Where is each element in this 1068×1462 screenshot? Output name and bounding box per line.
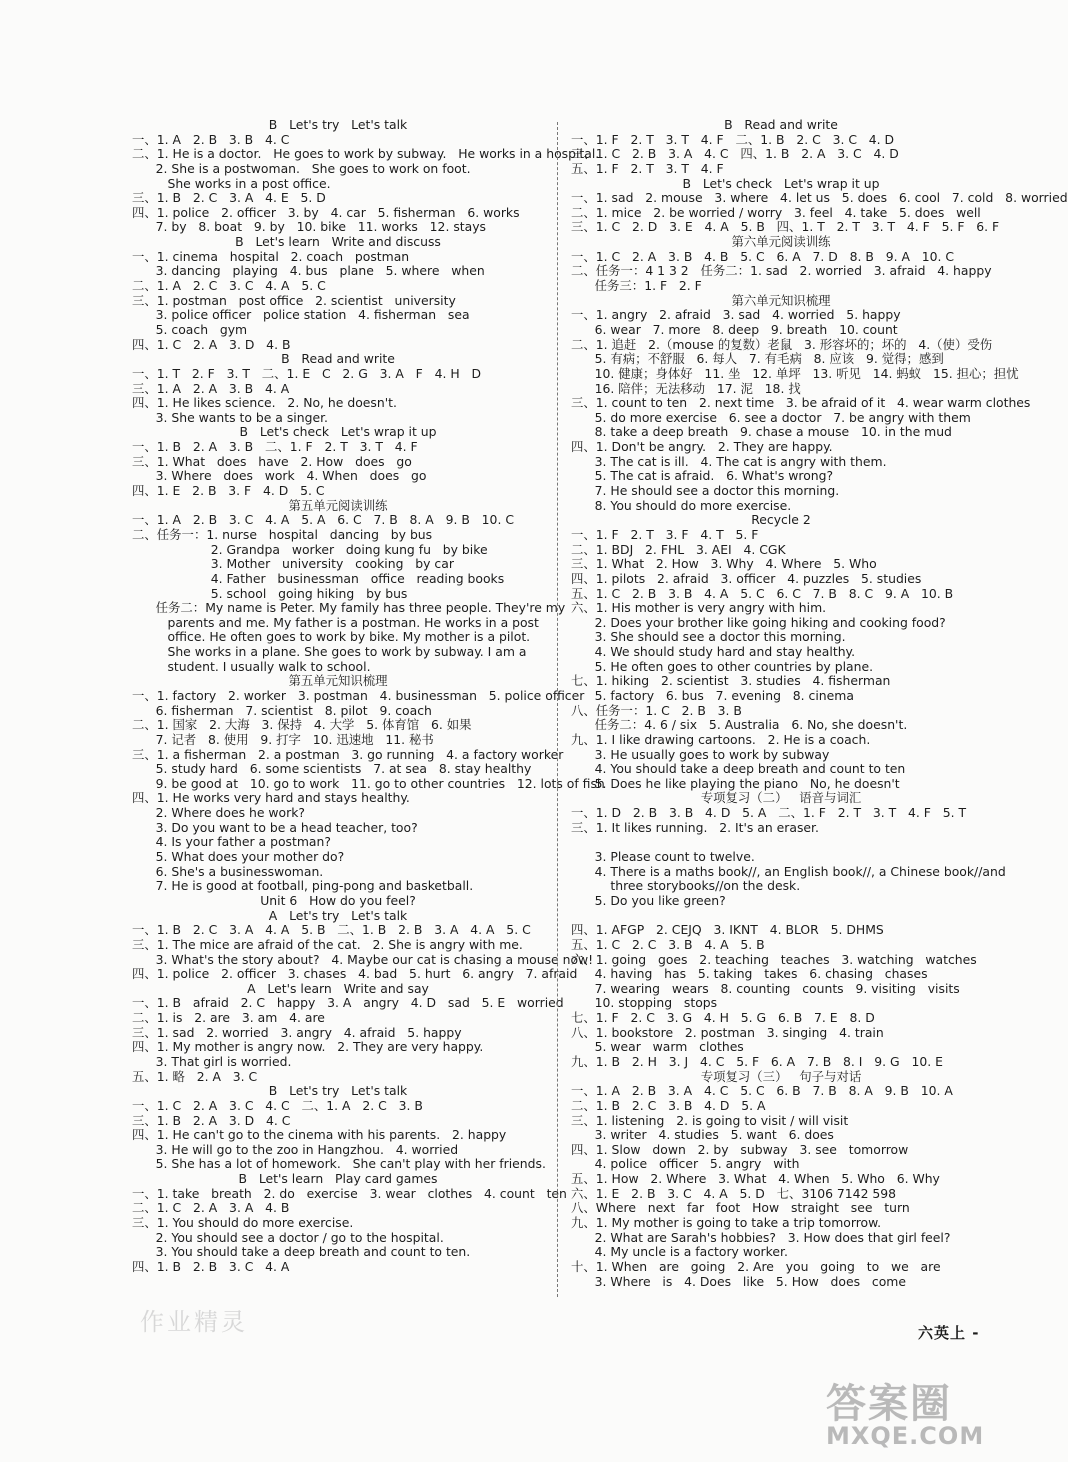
answer-line: 2. You should see a doctor / go to the hospital. — [132, 1229, 444, 1245]
answer-line: parents and me. My father is a postman. He works in a post — [132, 614, 539, 630]
answer-line: 八、任务一：1. C 2. B 3. B — [571, 702, 742, 718]
answer-line: 五、1. How 2. Where 3. What 4. When 5. Who 6. Why — [571, 1171, 940, 1187]
answer-line: 二、任务一：1. nurse hospital dancing by bus — [132, 526, 433, 542]
answer-line: 3. dancing playing 4. bus plane 5. where when — [132, 263, 485, 279]
section-heading: 专项复习（二） 语音与词汇 — [700, 790, 862, 806]
answer-line: 2. Does your brother like going hiking and cooking food? — [571, 614, 946, 630]
answer-line: 7. wearing wears 8. counting counts 9. visiting visits — [571, 980, 960, 996]
answer-line: 3. writer 4. studies 5. want 6. does — [571, 1127, 834, 1143]
answer-line: 5. 有病；不舒服 6. 每人 7. 有毛病 8. 应该 9. 觉得；感到 — [571, 351, 944, 367]
answer-line: 四、1. C 2. A 3. D 4. B — [132, 336, 291, 352]
answer-line: 3. He will go to the zoo in Hangzhou. 4. worried — [132, 1141, 459, 1157]
answer-line: 四、1. pilots 2. afraid 3. officer 4. puzzles 5. studies — [571, 570, 922, 586]
answer-line: 一、1. F 2. T 3. T 4. F 二、1. B 2. C 3. C 4. D — [571, 131, 895, 147]
answer-line: 3. You should take a deep breath and count to ten. — [132, 1244, 471, 1260]
answer-line: 8. You should do more exercise. — [571, 497, 792, 513]
answer-line: 5. school going hiking by bus — [132, 585, 408, 601]
answer-line: 一、1. cinema hospital 2. coach postman — [132, 248, 410, 264]
answer-line: 三、1. postman post office 2. scientist university — [132, 292, 456, 308]
answer-line: 4. having has 5. taking takes 6. chasing chases — [571, 966, 928, 982]
answer-line: 5. factory 6. bus 7. evening 8. cinema — [571, 687, 854, 703]
answer-line: 九、1. B 2. H 3. J 4. C 5. F 6. A 7. B 8. I 9. G 10. E — [571, 1054, 943, 1069]
answer-line: 5. Do you like green? — [571, 892, 726, 908]
answer-line: 六、1. E 2. B 3. C 4. A 5. D 七、3106 7142 598 — [571, 1185, 897, 1201]
section-heading: B Read and write — [281, 351, 395, 367]
answer-line: 一、1. A 2. B 3. B 4. C — [132, 131, 290, 147]
answer-line — [571, 909, 991, 924]
answer-line: 九、1. My mother is going to take a trip tomorrow. — [571, 1215, 882, 1231]
answer-line: 4. police officer 5. angry with — [571, 1156, 800, 1172]
answer-line: 一、1. B 2. C 3. A 4. A 5. B 二、1. B 2. B 3. A 4. A 5. C — [132, 922, 531, 938]
answer-line: 5. wear warm clothes — [571, 1039, 744, 1055]
answer-line: 一、1. B afraid 2. C happy 3. A angry 4. D sad 5. E worried — [132, 995, 564, 1011]
answer-line: 3. Where does work 4. When does go — [132, 468, 427, 484]
answer-line: 三、1. You should do more exercise. — [132, 1215, 354, 1231]
answer-line: 8. take a deep breath 9. chase a mouse 10. in the mud — [571, 424, 952, 440]
answer-line: 三、1. listening 2. is going to visit / will visit — [571, 1112, 849, 1128]
section-heading: B Read and write — [724, 117, 838, 132]
answer-line: 二、1. is 2. are 3. am 4. are — [132, 1010, 325, 1026]
answer-line: 6. She's a businesswoman. — [132, 863, 324, 879]
answer-line: 三、1. sad 2. worried 3. angry 4. afraid 5. happy — [132, 1024, 462, 1040]
answer-line: 一、1. factory 2. worker 3. postman 4. businessman 5. police officer — [132, 687, 585, 703]
section-heading: B Let's try Let's talk — [268, 117, 408, 132]
answer-line: 三、1. C 2. D 3. E 4. A 5. B 四、1. T 2. T 3. T 4. F 5. F 6. F — [571, 219, 1000, 235]
answer-line: 二、1. A 2. C 3. C 4. A 5. C — [132, 278, 326, 294]
answer-line: 二、1. mice 2. be worried / worry 3. feel 4. take 5. does well — [571, 204, 981, 220]
answer-line: 2. Grandpa worker doing kung fu by bike — [132, 541, 488, 557]
answer-line: 5. He often goes to other countries by plane. — [571, 658, 874, 674]
section-heading: B Let's check Let's wrap it up — [239, 424, 437, 440]
answer-line: 3. police officer police station 4. fisherman sea — [132, 307, 470, 323]
answer-line: 三、1. C 2. B 3. A 4. C 四、1. B 2. A 3. C 4. D — [571, 146, 899, 162]
answer-line: 6. fisherman 7. scientist 8. pilot 9. coach — [132, 702, 432, 718]
answer-line: 3. Mother university cooking by car — [132, 556, 454, 572]
answer-line: 4. Father businessman office reading books — [132, 570, 505, 586]
watermark-site: MXQE.COM — [826, 1422, 985, 1450]
answer-line: 7. by 8. boat 9. by 10. bike 11. works 12. stays — [132, 219, 487, 235]
section-heading: 专项复习（三） 句子与对话 — [700, 1068, 862, 1084]
answer-line: 一、1. C 2. A 3. C 4. C 二、1. A 2. C 3. B — [132, 1097, 423, 1113]
answer-line: 4. My uncle is a factory worker. — [571, 1244, 788, 1260]
answer-line: 五、1. 略 2. A 3. C — [132, 1068, 258, 1084]
answer-line: 4. You should take a deep breath and count to ten — [571, 761, 906, 777]
answer-line: 三、1. count to ten 2. next time 3. be afraid of it 4. wear warm clothes — [571, 395, 1031, 411]
answer-line: 5. The cat is afraid. 6. What's wrong? — [571, 468, 834, 484]
answer-line: 10. 健康；身体好 11. 坐 12. 单坪 13. 听见 14. 蚂蚁 15. 担心；担忧 — [571, 365, 1019, 381]
answer-line: 3. What's the story about? 4. Maybe our cat is chasing a mouse now! — [132, 951, 594, 967]
answer-line: 一、1. A 2. B 3. C 4. A 5. A 6. C 7. B 8. A 9. B 10. C — [132, 512, 514, 528]
answer-line: 一、1. angry 2. afraid 3. sad 4. worried 5. happy — [571, 307, 901, 323]
answer-line: 二、任务一：4 1 3 2 任务二：1. sad 2. worried 3. afraid 4. happy — [571, 263, 992, 279]
answer-line: 二、1. C 2. A 3. A 4. B — [132, 1200, 290, 1216]
answer-line: three storybooks//on the desk. — [571, 878, 801, 894]
answer-line: 7. He is good at football, ping-pong and basketball. — [132, 878, 474, 894]
answer-line: 一、1. T 2. F 3. T 二、1. E C 2. G 3. A F 4. H D — [132, 365, 482, 381]
answer-line: 5. do more exercise 6. see a doctor 7. be angry with them — [571, 409, 971, 425]
section-heading: Unit 6 How do you feel? — [260, 892, 416, 908]
answer-line: 三、1. What does have 2. How does go — [132, 453, 412, 469]
answer-line: 二、1. 追赶 2.（mouse 的复数）老鼠 3. 形容坏的；坏的 4.（使）受伤 — [571, 336, 993, 352]
answer-line: 7. He should see a doctor this morning. — [571, 483, 840, 499]
answer-line: 二、1. 国家 2. 大海 3. 保持 4. 大学 5. 体育馆 6. 如果 — [132, 717, 472, 733]
answer-line: 二、1. BDJ 2. FHL 3. AEI 4. CGK — [571, 541, 786, 557]
answer-line: 五、1. C 2. B 3. B 4. A 5. C 6. C 7. B 8. C 9. A 10. B — [571, 585, 954, 601]
answer-line: 3. The cat is ill. 4. The cat is angry with them. — [571, 453, 887, 469]
answer-line: 一、1. C 2. A 3. B 4. B 5. C 6. A 7. D 8. B 9. A 10. C — [571, 248, 955, 264]
answer-line: 十、1. When are going 2. Are you going to we are — [571, 1258, 941, 1274]
answer-line: 4. We should study hard and stay healthy. — [571, 644, 856, 660]
answer-line: 四、1. AFGP 2. CEJQ 3. IKNT 4. BLOR 5. DHMS — [571, 922, 884, 938]
answer-line: 3. He usually goes to work by subway — [571, 746, 830, 762]
answer-line: 四、1. He can't go to the cinema with his parents. 2. happy — [132, 1127, 507, 1143]
section-heading: Recycle 2 — [751, 512, 811, 528]
answer-line: 5. study hard 6. some scientists 7. at sea 8. stay healthy — [132, 761, 532, 777]
answer-line: 3. Do you want to be a head teacher, too? — [132, 819, 418, 835]
answer-line: 四、1. police 2. officer 3. by 4. car 5. fisherman 6. works — [132, 204, 520, 220]
answer-line: She works in a plane. She goes to work by subway. I am a — [132, 644, 527, 660]
answer-line: She works in a post office. — [132, 175, 331, 191]
answer-line: 一、1. F 2. T 3. F 4. T 5. F — [571, 526, 759, 542]
watermark-logo: 答案圈 — [826, 1381, 952, 1427]
answer-line: 四、1. police 2. officer 3. chases 4. bad 5. hurt 6. angry 7. afraid — [132, 966, 578, 982]
answer-line: 2. What are Sarah's hobbies? 3. How does that girl feel? — [571, 1229, 951, 1245]
section-heading: 第六单元知识梳理 — [731, 292, 831, 308]
answer-line: 五、1. C 2. C 3. B 4. A 5. B — [571, 936, 765, 952]
answer-line: 八、1. bookstore 2. postman 3. singing 4. train — [571, 1024, 884, 1040]
answer-line: 七、1. hiking 2. scientist 3. studies 4. fisherman — [571, 673, 891, 689]
answer-line: 五、1. F 2. T 3. T 4. F — [571, 160, 724, 176]
answer-line: 5. She has a lot of homework. She can't play with her friends. — [132, 1156, 546, 1172]
answer-line: 七、1. F 2. C 3. G 4. H 5. G 6. B 7. E 8. D — [571, 1010, 875, 1026]
answer-line: 二、1. He is a doctor. He goes to work by subway. He works in a hospital. — [132, 146, 600, 162]
answer-line: office. He often goes to work by bike. My mother is a pilot. — [132, 629, 531, 645]
answer-line: 4. Is your father a postman? — [132, 834, 331, 850]
answer-line: 一、1. D 2. B 3. B 4. D 5. A 二、1. F 2. T 3. T 4. F 5. T — [571, 805, 967, 821]
page-footer-label: 六英上 - — [918, 1324, 980, 1342]
answer-line: 7. 记者 8. 使用 9. 打字 10. 迅速地 11. 秘书 — [132, 731, 434, 747]
answer-line: 四、1. He works very hard and stays healthy. — [132, 790, 410, 806]
answer-line: 4. There is a maths book//, an English book//, a Chinese book//and — [571, 863, 1006, 879]
answer-line: 9. be good at 10. go to work 11. go to other countries 12. lots of fish — [132, 775, 605, 791]
answer-line: 3. Where is 4. Does like 5. How does come — [571, 1273, 906, 1289]
answer-line: 任务三：1. F 2. F — [571, 278, 702, 294]
answer-line: 六、1. going goes 2. teaching teaches 3. watching watches — [571, 951, 977, 967]
section-heading: B Let's check Let's wrap it up — [682, 175, 880, 191]
answer-line: 6. wear 7. more 8. deep 9. breath 10. count — [571, 321, 898, 337]
answer-line: 四、1. Don't be angry. 2. They are happy. — [571, 439, 833, 455]
answer-line: 三、1. B 2. A 3. D 4. C — [132, 1112, 291, 1128]
answer-line: 一、1. take breath 2. do exercise 3. wear clothes 4. count ten — [132, 1185, 567, 1201]
answer-line: 2. Where does he work? — [132, 805, 305, 821]
answer-line: 四、1. My mother is angry now. 2. They are very happy. — [132, 1039, 484, 1055]
column-divider — [557, 122, 558, 1297]
answer-line: 二、1. B 2. C 3. B 4. D 5. A — [571, 1097, 766, 1113]
watermark-text: 作业精灵 — [140, 1308, 248, 1336]
section-heading: B Let's learn Write and discuss — [235, 234, 441, 250]
answer-line: 三、1. A 2. A 3. B 4. A — [132, 380, 290, 396]
section-heading: B Let's learn Play card games — [238, 1171, 438, 1187]
left-column — [132, 117, 605, 1275]
answer-line: 3. She should see a doctor this morning. — [571, 629, 846, 645]
answer-line: 一、1. sad 2. mouse 3. where 4. let us 5. does 6. cool 7. cold 8. worried — [571, 190, 1068, 206]
answer-line: 2. She is a postwoman. She goes to work on foot. — [132, 160, 471, 176]
answer-line: 5. What does your mother do? — [132, 849, 345, 865]
section-heading: B Let's try Let's talk — [268, 1083, 408, 1099]
section-heading: A Let's try Let's talk — [268, 907, 408, 923]
answer-line: 三、1. The mice are afraid of the cat. 2. She is angry with me. — [132, 936, 523, 952]
answer-line: 一、1. B 2. A 3. B 二、1. F 2. T 3. T 4. F — [132, 439, 418, 455]
answer-line: 10. stopping stops — [571, 995, 718, 1011]
answer-line: 六、1. His mother is very angry with him. — [571, 600, 827, 616]
answer-line: 任务二：My name is Peter. My family has three people. They're my — [132, 600, 566, 616]
answer-line: 3. She wants to be a singer. — [132, 409, 328, 425]
answer-line: 3. That girl is worried. — [132, 1054, 292, 1069]
answer-line: 三、1. B 2. C 3. A 4. E 5. D — [132, 190, 326, 206]
answer-line: 3. Please count to twelve. — [571, 849, 755, 865]
answer-line: 三、1. What 2. How 3. Why 4. Where 5. Who — [571, 556, 877, 572]
answer-line — [571, 835, 991, 850]
section-heading: 第五单元知识梳理 — [288, 673, 388, 689]
answer-line: 三、1. a fisherman 2. a postman 3. go running 4. a factory worker — [132, 746, 564, 762]
answer-line: 四、1. B 2. B 3. C 4. A — [132, 1258, 290, 1274]
answer-line: 5. Does he like playing the piano No, he doesn't — [571, 775, 900, 791]
answer-line: 四、1. E 2. B 3. F 4. D 5. C — [132, 483, 325, 499]
answer-line: 四、1. He likes science. 2. No, he doesn't. — [132, 395, 397, 411]
right-column — [571, 117, 1068, 1289]
section-heading: 第五单元阅读训练 — [288, 497, 388, 513]
section-heading: A Let's learn Write and say — [247, 980, 429, 996]
answer-line: 一、1. A 2. B 3. A 4. C 5. C 6. B 7. B 8. A 9. B 10. A — [571, 1083, 953, 1099]
answer-line: 八、Where next far foot How straight see turn — [571, 1200, 910, 1216]
section-heading: 第六单元阅读训练 — [731, 234, 831, 250]
answer-line: 任务二：4. 6 / six 5. Australia 6. No, she doesn't. — [571, 717, 908, 733]
answer-line: 九、1. I like drawing cartoons. 2. He is a coach. — [571, 731, 871, 747]
answer-line: 三、1. It likes running. 2. It's an eraser. — [571, 819, 819, 835]
answer-line: 16. 陪伴；无法移动 17. 泥 18. 找 — [571, 380, 801, 396]
answer-line: 四、1. Slow down 2. by subway 3. see tomorrow — [571, 1141, 909, 1157]
answer-line: student. I usually walk to school. — [132, 658, 371, 674]
answer-line: 5. coach gym — [132, 321, 248, 337]
